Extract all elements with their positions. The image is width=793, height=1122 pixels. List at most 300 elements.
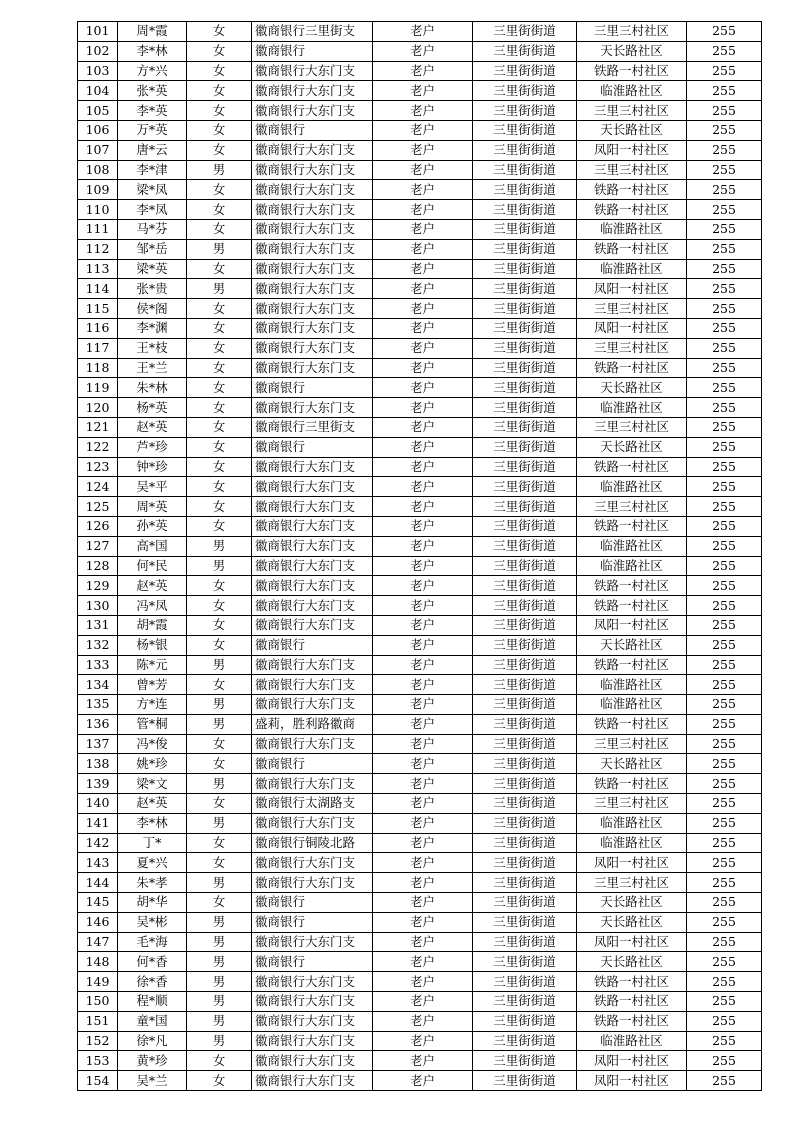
bank-branch-cell: 徽商银行大东门支 [252,615,373,635]
amount-cell: 255 [687,160,762,180]
amount-cell: 255 [687,972,762,992]
household-type-cell: 老户 [373,259,473,279]
table-row [78,536,762,556]
street-office-cell: 三里街街道 [473,576,577,596]
street-office-cell: 三里街街道 [473,873,577,893]
household-type-cell: 老户 [373,120,473,140]
bank-branch-cell: 徽商银行大东门支 [252,972,373,992]
gender-cell: 男 [187,279,252,299]
community-cell: 铁路一村社区 [577,774,687,794]
bank-branch-cell: 徽商银行 [252,120,373,140]
bank-branch-cell: 徽商银行大东门支 [252,556,373,576]
household-type-cell: 老户 [373,516,473,536]
household-type-cell: 老户 [373,893,473,913]
community-cell: 临淮路社区 [577,219,687,239]
street-office-cell: 三里街街道 [473,952,577,972]
street-office-cell: 三里街街道 [473,912,577,932]
street-office-cell: 三里街街道 [473,318,577,338]
table-row [78,101,762,121]
gender-cell: 男 [187,160,252,180]
table-row [78,437,762,457]
bank-branch-cell: 徽商银行大东门支 [252,318,373,338]
person-name-cell: 赵*英 [118,576,187,596]
gender-cell: 女 [187,358,252,378]
street-office-cell: 三里街街道 [473,853,577,873]
table-row [78,140,762,160]
amount-cell: 255 [687,734,762,754]
amount-cell: 255 [687,714,762,734]
row-number-cell: 120 [78,398,118,418]
street-office-cell: 三里街街道 [473,437,577,457]
street-office-cell: 三里街街道 [473,299,577,319]
bank-branch-cell: 徽商银行大东门支 [252,358,373,378]
community-cell: 凤阳一村社区 [577,1071,687,1091]
person-name-cell: 梁*英 [118,259,187,279]
community-cell: 铁路一村社区 [577,61,687,81]
row-number-cell: 124 [78,477,118,497]
row-number-cell: 103 [78,61,118,81]
bank-branch-cell: 徽商银行大东门支 [252,477,373,497]
bank-branch-cell: 徽商银行 [252,437,373,457]
table-row [78,279,762,299]
bank-branch-cell: 徽商银行大东门支 [252,497,373,517]
person-name-cell: 张*英 [118,81,187,101]
person-name-cell: 朱*孝 [118,873,187,893]
row-number-cell: 147 [78,932,118,952]
person-name-cell: 李*英 [118,101,187,121]
person-name-cell: 周*英 [118,497,187,517]
community-cell: 凤阳一村社区 [577,140,687,160]
bank-branch-cell: 徽商银行大东门支 [252,734,373,754]
table-row [78,378,762,398]
bank-branch-cell: 徽商银行大东门支 [252,675,373,695]
community-cell: 三里三村社区 [577,338,687,358]
amount-cell: 255 [687,41,762,61]
community-cell: 天长路社区 [577,437,687,457]
person-name-cell: 管*桐 [118,714,187,734]
bank-branch-cell: 徽商银行 [252,41,373,61]
table-row [78,318,762,338]
person-name-cell: 冯*凤 [118,596,187,616]
gender-cell: 女 [187,101,252,121]
gender-cell: 女 [187,833,252,853]
community-cell: 凤阳一村社区 [577,318,687,338]
row-number-cell: 134 [78,675,118,695]
amount-cell: 255 [687,893,762,913]
gender-cell: 男 [187,536,252,556]
person-name-cell: 周*霞 [118,22,187,42]
table-row [78,160,762,180]
amount-cell: 255 [687,61,762,81]
household-type-cell: 老户 [373,338,473,358]
row-number-cell: 151 [78,1011,118,1031]
bank-branch-cell: 徽商银行大东门支 [252,596,373,616]
person-name-cell: 唐*云 [118,140,187,160]
street-office-cell: 三里街街道 [473,992,577,1012]
person-name-cell: 芦*珍 [118,437,187,457]
person-name-cell: 梁*文 [118,774,187,794]
household-type-cell: 老户 [373,160,473,180]
bank-branch-cell: 徽商银行 [252,378,373,398]
household-type-cell: 老户 [373,734,473,754]
community-cell: 临淮路社区 [577,695,687,715]
person-name-cell: 童*国 [118,1011,187,1031]
community-cell: 三里三村社区 [577,873,687,893]
bank-branch-cell: 徽商银行大东门支 [252,695,373,715]
amount-cell: 255 [687,378,762,398]
amount-cell: 255 [687,279,762,299]
amount-cell: 255 [687,853,762,873]
table-row [78,972,762,992]
amount-cell: 255 [687,219,762,239]
bank-branch-cell: 徽商银行大东门支 [252,81,373,101]
amount-cell: 255 [687,437,762,457]
person-name-cell: 胡*霞 [118,615,187,635]
person-name-cell: 冯*俊 [118,734,187,754]
gender-cell: 女 [187,615,252,635]
table-row [78,794,762,814]
row-number-cell: 105 [78,101,118,121]
row-number-cell: 146 [78,912,118,932]
person-name-cell: 陈*元 [118,655,187,675]
amount-cell: 255 [687,813,762,833]
street-office-cell: 三里街街道 [473,22,577,42]
gender-cell: 女 [187,378,252,398]
community-cell: 铁路一村社区 [577,714,687,734]
gender-cell: 男 [187,932,252,952]
street-office-cell: 三里街街道 [473,893,577,913]
community-cell: 三里三村社区 [577,22,687,42]
amount-cell: 255 [687,635,762,655]
amount-cell: 255 [687,358,762,378]
table-row [78,457,762,477]
amount-cell: 255 [687,754,762,774]
person-name-cell: 王*兰 [118,358,187,378]
row-number-cell: 102 [78,41,118,61]
household-type-cell: 老户 [373,655,473,675]
row-number-cell: 130 [78,596,118,616]
table-row [78,596,762,616]
community-cell: 铁路一村社区 [577,239,687,259]
table-row [78,853,762,873]
gender-cell: 女 [187,893,252,913]
table-row [78,873,762,893]
community-cell: 三里三村社区 [577,299,687,319]
person-name-cell: 赵*英 [118,794,187,814]
person-name-cell: 李*津 [118,160,187,180]
gender-cell: 女 [187,120,252,140]
gender-cell: 女 [187,734,252,754]
row-number-cell: 106 [78,120,118,140]
household-type-cell: 老户 [373,576,473,596]
gender-cell: 女 [187,398,252,418]
amount-cell: 255 [687,912,762,932]
household-type-cell: 老户 [373,1011,473,1031]
bank-branch-cell: 徽商银行大东门支 [252,576,373,596]
amount-cell: 255 [687,516,762,536]
bank-branch-cell: 徽商银行大东门支 [252,160,373,180]
table-row [78,1071,762,1091]
street-office-cell: 三里街街道 [473,754,577,774]
table-row [78,219,762,239]
person-name-cell: 高*国 [118,536,187,556]
street-office-cell: 三里街街道 [473,160,577,180]
community-cell: 铁路一村社区 [577,200,687,220]
street-office-cell: 三里街街道 [473,774,577,794]
bank-branch-cell: 徽商银行大东门支 [252,259,373,279]
row-number-cell: 133 [78,655,118,675]
person-name-cell: 侯*阁 [118,299,187,319]
person-name-cell: 徐*香 [118,972,187,992]
person-name-cell: 程*顺 [118,992,187,1012]
household-type-cell: 老户 [373,101,473,121]
table-row [78,120,762,140]
person-name-cell: 李*凤 [118,200,187,220]
community-cell: 临淮路社区 [577,477,687,497]
street-office-cell: 三里街街道 [473,615,577,635]
table-body [78,22,762,1091]
table-row [78,932,762,952]
bank-branch-cell: 徽商银行大东门支 [252,992,373,1012]
street-office-cell: 三里街街道 [473,655,577,675]
bank-branch-cell: 徽商银行大东门支 [252,219,373,239]
gender-cell: 女 [187,81,252,101]
gender-cell: 女 [187,497,252,517]
row-number-cell: 109 [78,180,118,200]
street-office-cell: 三里街街道 [473,219,577,239]
gender-cell: 男 [187,239,252,259]
amount-cell: 255 [687,120,762,140]
bank-branch-cell: 徽商银行大东门支 [252,853,373,873]
amount-cell: 255 [687,794,762,814]
street-office-cell: 三里街街道 [473,477,577,497]
table-row [78,833,762,853]
household-type-cell: 老户 [373,398,473,418]
gender-cell: 女 [187,516,252,536]
household-type-cell: 老户 [373,853,473,873]
community-cell: 天长路社区 [577,912,687,932]
street-office-cell: 三里街街道 [473,239,577,259]
amount-cell: 255 [687,101,762,121]
row-number-cell: 112 [78,239,118,259]
person-name-cell: 胡*华 [118,893,187,913]
gender-cell: 男 [187,774,252,794]
table-row [78,398,762,418]
street-office-cell: 三里街街道 [473,813,577,833]
row-number-cell: 104 [78,81,118,101]
table-row [78,516,762,536]
gender-cell: 男 [187,714,252,734]
person-name-cell: 毛*海 [118,932,187,952]
bank-branch-cell: 徽商银行大东门支 [252,299,373,319]
community-cell: 天长路社区 [577,378,687,398]
community-cell: 天长路社区 [577,754,687,774]
household-type-cell: 老户 [373,912,473,932]
amount-cell: 255 [687,299,762,319]
household-type-cell: 老户 [373,833,473,853]
row-number-cell: 110 [78,200,118,220]
person-name-cell: 李*林 [118,41,187,61]
table-row [78,299,762,319]
row-number-cell: 148 [78,952,118,972]
person-name-cell: 邹*岳 [118,239,187,259]
amount-cell: 255 [687,497,762,517]
bank-branch-cell: 徽商银行 [252,912,373,932]
community-cell: 铁路一村社区 [577,457,687,477]
person-name-cell: 吴*平 [118,477,187,497]
community-cell: 铁路一村社区 [577,576,687,596]
person-name-cell: 王*枝 [118,338,187,358]
subsidy-roster-table [77,21,762,1091]
community-cell: 三里三村社区 [577,794,687,814]
table-row [78,813,762,833]
row-number-cell: 138 [78,754,118,774]
table-row [78,239,762,259]
person-name-cell: 姚*珍 [118,754,187,774]
person-name-cell: 钟*珍 [118,457,187,477]
amount-cell: 255 [687,675,762,695]
household-type-cell: 老户 [373,41,473,61]
table-row [78,1031,762,1051]
person-name-cell: 李*渊 [118,318,187,338]
row-number-cell: 117 [78,338,118,358]
amount-cell: 255 [687,457,762,477]
row-number-cell: 136 [78,714,118,734]
amount-cell: 255 [687,398,762,418]
bank-branch-cell: 徽商银行大东门支 [252,279,373,299]
household-type-cell: 老户 [373,378,473,398]
person-name-cell: 杨*英 [118,398,187,418]
person-name-cell: 朱*林 [118,378,187,398]
street-office-cell: 三里街街道 [473,81,577,101]
table-row [78,912,762,932]
amount-cell: 255 [687,873,762,893]
household-type-cell: 老户 [373,615,473,635]
person-name-cell: 李*林 [118,813,187,833]
household-type-cell: 老户 [373,61,473,81]
community-cell: 临淮路社区 [577,833,687,853]
bank-branch-cell: 徽商银行大东门支 [252,655,373,675]
row-number-cell: 139 [78,774,118,794]
community-cell: 天长路社区 [577,635,687,655]
table-row [78,338,762,358]
street-office-cell: 三里街街道 [473,279,577,299]
table-row [78,714,762,734]
amount-cell: 255 [687,932,762,952]
gender-cell: 女 [187,338,252,358]
street-office-cell: 三里街街道 [473,1051,577,1071]
household-type-cell: 老户 [373,318,473,338]
community-cell: 天长路社区 [577,893,687,913]
street-office-cell: 三里街街道 [473,457,577,477]
amount-cell: 255 [687,596,762,616]
bank-branch-cell: 徽商银行大东门支 [252,774,373,794]
person-name-cell: 杨*银 [118,635,187,655]
table-row [78,615,762,635]
row-number-cell: 122 [78,437,118,457]
household-type-cell: 老户 [373,1031,473,1051]
bank-branch-cell: 徽商银行太湖路支 [252,794,373,814]
table-row [78,893,762,913]
bank-branch-cell: 徽商银行三里街支 [252,22,373,42]
bank-branch-cell: 徽商银行大东门支 [252,140,373,160]
amount-cell: 255 [687,774,762,794]
community-cell: 三里三村社区 [577,734,687,754]
community-cell: 凤阳一村社区 [577,932,687,952]
table-row [78,1011,762,1031]
street-office-cell: 三里街街道 [473,338,577,358]
household-type-cell: 老户 [373,1071,473,1091]
street-office-cell: 三里街街道 [473,932,577,952]
table-row [78,497,762,517]
gender-cell: 女 [187,140,252,160]
table-row [78,774,762,794]
row-number-cell: 145 [78,893,118,913]
person-name-cell: 赵*英 [118,417,187,437]
table-row [78,635,762,655]
gender-cell: 女 [187,596,252,616]
household-type-cell: 老户 [373,358,473,378]
person-name-cell: 吴*兰 [118,1071,187,1091]
amount-cell: 255 [687,180,762,200]
household-type-cell: 老户 [373,556,473,576]
row-number-cell: 125 [78,497,118,517]
table-row [78,952,762,972]
community-cell: 凤阳一村社区 [577,853,687,873]
gender-cell: 女 [187,477,252,497]
street-office-cell: 三里街街道 [473,120,577,140]
household-type-cell: 老户 [373,1051,473,1071]
gender-cell: 女 [187,853,252,873]
amount-cell: 255 [687,22,762,42]
household-type-cell: 老户 [373,239,473,259]
bank-branch-cell: 徽商银行铜陵北路 [252,833,373,853]
household-type-cell: 老户 [373,536,473,556]
bank-branch-cell: 徽商银行 [252,952,373,972]
bank-branch-cell: 徽商银行大东门支 [252,61,373,81]
bank-branch-cell: 徽商银行大东门支 [252,1051,373,1071]
amount-cell: 255 [687,992,762,1012]
household-type-cell: 老户 [373,972,473,992]
gender-cell: 男 [187,655,252,675]
row-number-cell: 119 [78,378,118,398]
community-cell: 临淮路社区 [577,1031,687,1051]
community-cell: 天长路社区 [577,120,687,140]
person-name-cell: 马*芬 [118,219,187,239]
person-name-cell: 万*英 [118,120,187,140]
row-number-cell: 152 [78,1031,118,1051]
street-office-cell: 三里街街道 [473,417,577,437]
community-cell: 铁路一村社区 [577,516,687,536]
person-name-cell: 张*贵 [118,279,187,299]
table-row [78,41,762,61]
street-office-cell: 三里街街道 [473,140,577,160]
bank-branch-cell: 徽商银行大东门支 [252,239,373,259]
bank-branch-cell: 徽商银行大东门支 [252,813,373,833]
row-number-cell: 128 [78,556,118,576]
amount-cell: 255 [687,952,762,972]
community-cell: 天长路社区 [577,41,687,61]
amount-cell: 255 [687,536,762,556]
gender-cell: 女 [187,417,252,437]
gender-cell: 女 [187,299,252,319]
household-type-cell: 老户 [373,219,473,239]
household-type-cell: 老户 [373,952,473,972]
gender-cell: 女 [187,754,252,774]
bank-branch-cell: 盛莉，胜利路徽商 [252,714,373,734]
row-number-cell: 140 [78,794,118,814]
bank-branch-cell: 徽商银行三里街支 [252,417,373,437]
